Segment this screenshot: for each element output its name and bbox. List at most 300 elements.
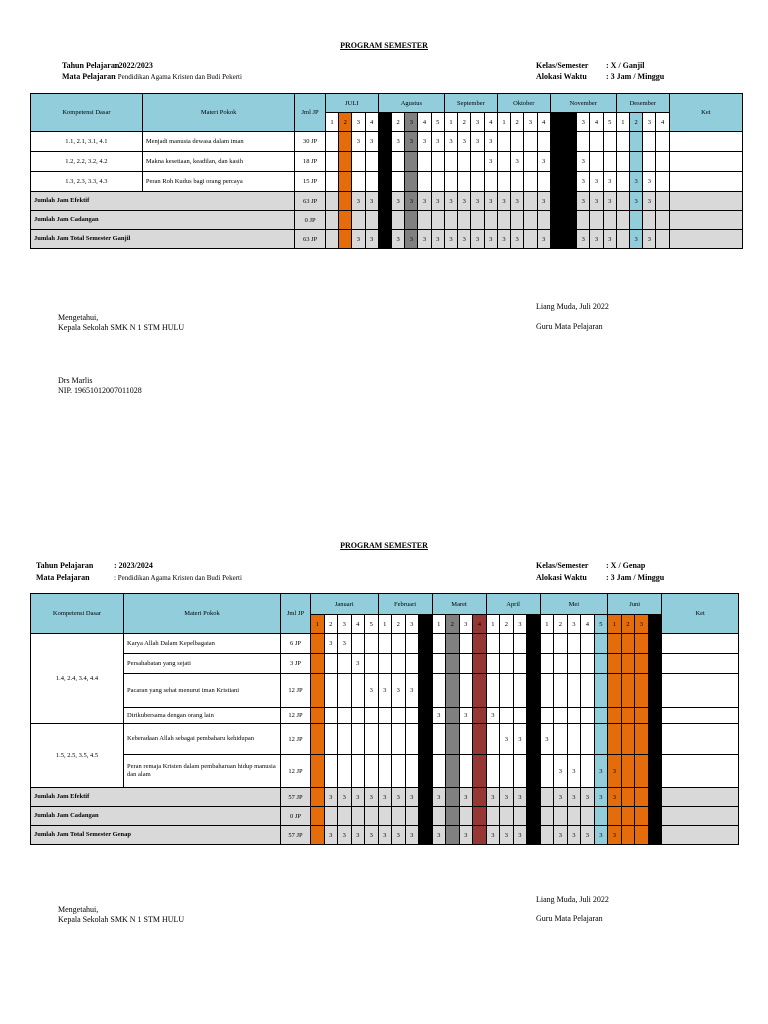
week-cell: 3 <box>351 788 365 807</box>
week-cell <box>419 634 433 654</box>
materi-cell: Makna kesetiaan, keadilan, dan kasih <box>142 152 295 172</box>
week-cell <box>419 654 433 674</box>
week-cell: 3 <box>392 230 405 249</box>
week-cell <box>527 807 541 826</box>
week-cell: 3 <box>458 230 471 249</box>
alokasi-waktu-2 <box>536 573 664 582</box>
week-cell <box>392 634 406 654</box>
week-cell <box>500 654 514 674</box>
week-cell <box>338 755 352 788</box>
week-cell: 3 <box>432 708 446 724</box>
tahun-pelajaran-2 <box>36 561 153 570</box>
week-cell <box>567 634 581 654</box>
week-cell <box>446 708 460 724</box>
week-cell <box>432 634 446 654</box>
week-cell <box>392 708 406 724</box>
header-week: 2 <box>446 615 460 634</box>
week-cell <box>608 634 622 654</box>
week-cell <box>567 708 581 724</box>
header-week: 1 <box>325 113 338 132</box>
week-cell <box>500 807 514 826</box>
week-cell: 3 <box>550 230 563 249</box>
week-cell: 3 <box>511 152 524 172</box>
jml-cell: 18 JP <box>295 152 326 172</box>
kd-cell: 1.5, 2.5, 3.5, 4.5 <box>31 724 124 788</box>
week-cell <box>648 826 662 845</box>
week-cell: 3 <box>418 192 431 211</box>
week-cell: 3 <box>567 755 581 788</box>
week-cell <box>311 724 325 755</box>
header-week: 1 <box>486 615 500 634</box>
table-row <box>31 634 739 654</box>
week-cell: 3 <box>444 230 457 249</box>
header-week: 4 <box>351 615 365 634</box>
week-cell: 3 <box>405 192 418 211</box>
week-cell <box>635 634 649 654</box>
week-cell: 3 <box>459 826 473 845</box>
week-cell <box>459 634 473 654</box>
summary-label: Jumlah Jam Total Semester Ganjil <box>31 230 295 249</box>
week-cell <box>338 708 352 724</box>
week-cell: 3 <box>324 634 338 654</box>
week-cell: 3 <box>365 788 379 807</box>
week-cell <box>567 724 581 755</box>
week-cell <box>473 755 487 788</box>
week-cell: 3 <box>458 192 471 211</box>
week-cell <box>513 807 527 826</box>
week-cell: 3 <box>351 826 365 845</box>
week-cell <box>392 654 406 674</box>
header-week: 1 <box>444 113 457 132</box>
week-cell <box>446 807 460 826</box>
week-cell <box>635 724 649 755</box>
week-cell <box>554 724 568 755</box>
week-cell <box>338 724 352 755</box>
week-cell <box>419 807 433 826</box>
week-cell <box>432 674 446 708</box>
jml-cell: 3 JP <box>281 654 311 674</box>
week-cell <box>635 674 649 708</box>
week-cell <box>311 634 325 654</box>
week-cell: 3 <box>338 788 352 807</box>
week-cell <box>446 724 460 755</box>
sig-kepala-sekolah-2: Kepala Sekolah SMK N 1 STM HULU <box>58 915 185 924</box>
summary-jml: 57 JP <box>281 826 311 845</box>
week-cell: 3 <box>608 755 622 788</box>
week-cell <box>351 634 365 654</box>
materi-cell: Pacaran yang sehat menurut iman Kristiani <box>124 674 281 708</box>
week-cell: 3 <box>554 755 568 788</box>
kelas-semester-2 <box>536 561 645 570</box>
jml-cell: 12 JP <box>281 755 311 788</box>
week-cell <box>432 807 446 826</box>
week-cell <box>486 674 500 708</box>
week-cell <box>338 807 352 826</box>
header-week: 3 <box>643 113 656 132</box>
week-cell <box>635 788 649 807</box>
header-week: 5 <box>603 113 616 132</box>
week-cell: 3 <box>537 230 550 249</box>
week-cell <box>581 654 595 674</box>
week-cell: 3 <box>471 230 484 249</box>
header-month: September <box>444 94 497 113</box>
week-cell: 3 <box>577 152 590 172</box>
header-month: JULI <box>325 94 378 113</box>
header-week: 4 <box>419 615 433 634</box>
week-cell <box>459 807 473 826</box>
header-week: 5 <box>594 615 608 634</box>
page-title-2: PROGRAM SEMESTER <box>340 541 428 550</box>
week-cell: 3 <box>630 172 643 192</box>
header-month: Februari <box>378 594 432 615</box>
week-cell <box>365 654 379 674</box>
materi-cell: Karya Allah Dalam Kepelbagaian <box>124 634 281 654</box>
week-cell: 3 <box>563 230 576 249</box>
header-materi-pokok: Materi Pokok <box>142 94 295 132</box>
header-jml-jp: Jml JP <box>281 594 311 634</box>
jml-cell: 6 JP <box>281 634 311 654</box>
kd-cell: 1.4, 2.4, 3.4, 4.4 <box>31 634 124 724</box>
sig-place-date-2: Liang Muda, Juli 2022 <box>536 895 609 904</box>
week-cell: 3 <box>511 192 524 211</box>
week-cell <box>500 755 514 788</box>
week-cell <box>554 654 568 674</box>
kd-cell: 1.1, 2.1, 3.1, 4.1 <box>31 132 143 152</box>
header-week: 2 <box>392 113 405 132</box>
week-cell <box>648 634 662 654</box>
week-cell <box>324 708 338 724</box>
week-cell: 3 <box>540 724 554 755</box>
week-cell: 3 <box>500 788 514 807</box>
header-week: 1 <box>616 113 629 132</box>
week-cell: 3 <box>527 788 541 807</box>
kd-cell: 1.2, 2.2, 3.2, 4.2 <box>31 152 143 172</box>
summary-jml: 0 JP <box>295 211 326 230</box>
week-cell <box>351 674 365 708</box>
week-cell <box>635 654 649 674</box>
sig-kepala-sekolah: Kepala Sekolah SMK N 1 STM HULU <box>58 323 185 332</box>
week-cell: 3 <box>351 654 365 674</box>
week-cell <box>513 708 527 724</box>
week-cell: 3 <box>484 152 497 172</box>
week-cell <box>324 807 338 826</box>
header-week: 2 <box>500 615 514 634</box>
header-materi-pokok: Materi Pokok <box>124 594 281 634</box>
week-cell: 3 <box>550 152 563 172</box>
header-week: 3 <box>567 615 581 634</box>
header-month: Agustus <box>378 94 444 113</box>
week-cell: 3 <box>365 674 379 708</box>
header-week: 2 <box>554 615 568 634</box>
table-row <box>31 654 739 674</box>
week-cell <box>311 788 325 807</box>
ket-cell <box>662 755 739 788</box>
week-cell <box>446 654 460 674</box>
sig-guru-2: Guru Mata Pelajaran <box>536 914 603 923</box>
week-cell: 3 <box>486 788 500 807</box>
week-cell <box>581 755 595 788</box>
week-cell <box>621 724 635 755</box>
header-week: 2 <box>630 113 643 132</box>
week-cell: 3 <box>405 674 419 708</box>
week-cell <box>324 724 338 755</box>
week-cell <box>500 634 514 654</box>
week-cell <box>486 755 500 788</box>
week-cell: 3 <box>608 788 622 807</box>
week-cell <box>459 755 473 788</box>
alokasi-label-2: Alokasi Waktu <box>536 573 587 582</box>
week-cell: 3 <box>567 788 581 807</box>
summary-jml: 57 JP <box>281 788 311 807</box>
week-cell <box>594 708 608 724</box>
week-cell <box>459 654 473 674</box>
header-week: 3 <box>405 113 418 132</box>
week-cell: 3 <box>418 132 431 152</box>
week-cell: 3 <box>405 230 418 249</box>
week-cell: 3 <box>419 708 433 724</box>
header-week: 4 <box>656 113 669 132</box>
jml-cell: 15 JP <box>295 172 326 192</box>
week-cell <box>392 807 406 826</box>
week-cell: 3 <box>497 230 510 249</box>
table-row <box>31 674 739 708</box>
week-cell <box>594 654 608 674</box>
header-week: 2 <box>458 113 471 132</box>
mapel-value: : Pendidikan Agama Kristen dan Budi Pekerti <box>114 73 242 81</box>
week-cell <box>513 755 527 788</box>
header-week: 4 <box>473 615 487 634</box>
header-week: 1 <box>311 615 325 634</box>
week-cell <box>513 674 527 708</box>
week-cell <box>419 755 433 788</box>
week-cell <box>540 674 554 708</box>
materi-cell: Dirikubersama dengan orang lain <box>124 708 281 724</box>
header-week: 2 <box>392 615 406 634</box>
week-cell: 3 <box>643 192 656 211</box>
week-cell <box>513 634 527 654</box>
week-cell <box>405 708 419 724</box>
week-cell: 3 <box>471 132 484 152</box>
tahun-value: : 2022/2023 <box>114 61 153 70</box>
week-cell <box>311 708 325 724</box>
mata-pelajaran-2 <box>36 573 242 582</box>
week-cell <box>311 674 325 708</box>
week-cell: 3 <box>527 826 541 845</box>
week-cell <box>554 807 568 826</box>
week-cell <box>351 807 365 826</box>
header-week: 5 <box>365 615 379 634</box>
header-week: 3 <box>471 113 484 132</box>
week-cell <box>621 654 635 674</box>
week-cell: 3 <box>378 826 392 845</box>
week-cell: 3 <box>405 132 418 152</box>
header-week: 3 <box>352 113 365 132</box>
page-title: PROGRAM SEMESTER <box>340 41 428 50</box>
ket-cell <box>662 724 739 755</box>
summary-label: Jumlah Jam Efektif <box>31 192 295 211</box>
week-cell <box>567 674 581 708</box>
week-cell <box>311 654 325 674</box>
week-cell: 3 <box>484 230 497 249</box>
week-cell <box>527 755 541 788</box>
header-week: 3 <box>405 615 419 634</box>
week-cell <box>446 788 460 807</box>
week-cell <box>473 724 487 755</box>
week-cell: 3 <box>513 788 527 807</box>
header-week: 3 <box>635 615 649 634</box>
week-cell: 3 <box>352 230 365 249</box>
week-cell <box>473 826 487 845</box>
week-cell <box>554 634 568 654</box>
week-cell: 3 <box>511 230 524 249</box>
week-cell: 3 <box>590 230 603 249</box>
tahun-label-2: Tahun Pelajaran <box>36 561 94 570</box>
week-cell <box>378 755 392 788</box>
header-week: 1 <box>378 113 391 132</box>
jml-cell: 12 JP <box>281 724 311 755</box>
summary-row <box>31 807 739 826</box>
week-cell <box>567 807 581 826</box>
week-cell <box>621 755 635 788</box>
week-cell <box>581 674 595 708</box>
week-cell: 3 <box>486 708 500 724</box>
week-cell <box>473 634 487 654</box>
week-cell <box>311 755 325 788</box>
week-cell <box>432 724 446 755</box>
header-kompetensi-dasar: Kompetensi Dasar <box>31 94 143 132</box>
week-cell: 3 <box>392 788 406 807</box>
materi-cell: Menjadi manusia dewasa dalam iman <box>142 132 295 152</box>
week-cell <box>324 755 338 788</box>
week-cell: 3 <box>365 132 378 152</box>
week-cell <box>527 674 541 708</box>
summary-label: Jumlah Jam Total Semester Genap <box>31 826 281 845</box>
materi-cell: Peran Roh Kudus bagi orang percaya <box>142 172 295 192</box>
week-cell: 3 <box>497 192 510 211</box>
sig-mengetahui-2: Mengetahui, <box>58 905 99 914</box>
week-cell <box>621 807 635 826</box>
tahun-label: Tahun Pelajaran <box>62 61 120 70</box>
week-cell: 3 <box>378 674 392 708</box>
week-cell <box>405 755 419 788</box>
week-cell: 3 <box>486 826 500 845</box>
week-cell <box>459 674 473 708</box>
header-week: 1 <box>540 615 554 634</box>
week-cell: 3 <box>324 788 338 807</box>
week-cell <box>432 755 446 788</box>
header-week: 3 <box>338 615 352 634</box>
week-cell <box>608 674 622 708</box>
week-cell: 3 <box>392 132 405 152</box>
jml-cell: 12 JP <box>281 674 311 708</box>
table-row <box>31 755 739 788</box>
ket-cell <box>662 674 739 708</box>
week-cell <box>419 724 433 755</box>
materi-cell: Keberadaan Allah sebagai pembaharu kehidupan <box>124 724 281 755</box>
week-cell <box>540 755 554 788</box>
week-cell <box>473 708 487 724</box>
header-ket: Ket <box>662 594 739 634</box>
week-cell <box>446 674 460 708</box>
week-cell <box>500 674 514 708</box>
week-cell <box>419 674 433 708</box>
week-cell: 3 <box>444 132 457 152</box>
week-cell: 3 <box>577 192 590 211</box>
week-cell <box>635 755 649 788</box>
week-cell: 3 <box>419 788 433 807</box>
header-week: 1 <box>432 615 446 634</box>
week-cell <box>473 807 487 826</box>
week-cell <box>621 826 635 845</box>
week-cell <box>473 654 487 674</box>
week-cell: 3 <box>392 192 405 211</box>
week-cell <box>405 807 419 826</box>
week-cell <box>621 708 635 724</box>
week-cell <box>594 724 608 755</box>
week-cell <box>324 674 338 708</box>
header-month: Maret <box>432 594 486 615</box>
week-cell <box>486 807 500 826</box>
jml-cell: 30 JP <box>295 132 326 152</box>
week-cell: 3 <box>431 192 444 211</box>
header-ket: Ket <box>669 94 742 132</box>
header-week: 4 <box>590 113 603 132</box>
header-week: 3 <box>524 113 537 132</box>
week-cell <box>554 708 568 724</box>
header-week: 3 <box>577 113 590 132</box>
week-cell: 3 <box>594 826 608 845</box>
week-cell <box>459 724 473 755</box>
week-cell <box>621 634 635 654</box>
week-cell <box>378 634 392 654</box>
header-month: Januari <box>311 594 379 615</box>
week-cell: 3 <box>643 172 656 192</box>
week-cell: 3 <box>594 788 608 807</box>
header-week: 2 <box>324 615 338 634</box>
week-cell: 3 <box>608 826 622 845</box>
header-week: 2 <box>621 615 635 634</box>
week-cell <box>351 708 365 724</box>
ket-cell <box>662 807 739 826</box>
mapel-label: Mata Pelajaran <box>62 72 116 81</box>
table-row <box>31 724 739 755</box>
week-cell: 3 <box>537 152 550 172</box>
week-cell <box>473 674 487 708</box>
week-cell <box>648 724 662 755</box>
week-cell: 3 <box>378 788 392 807</box>
week-cell: 3 <box>554 788 568 807</box>
header-month: Desember <box>616 94 669 113</box>
week-cell <box>378 807 392 826</box>
week-cell <box>365 634 379 654</box>
week-cell <box>608 654 622 674</box>
sig-guru: Guru Mata Pelajaran <box>536 322 603 331</box>
header-week: 2 <box>563 113 576 132</box>
header-month: November <box>550 94 616 113</box>
sig-place-date: Liang Muda, Juli 2022 <box>536 302 609 311</box>
week-cell <box>594 807 608 826</box>
ket-cell <box>662 788 739 807</box>
header-week: 3 <box>513 615 527 634</box>
week-cell <box>621 674 635 708</box>
week-cell <box>311 807 325 826</box>
week-cell: 3 <box>581 788 595 807</box>
summary-label: Jumlah Jam Efektif <box>31 788 281 807</box>
week-cell: 3 <box>352 192 365 211</box>
header-week: 4 <box>537 113 550 132</box>
week-cell <box>540 826 554 845</box>
week-cell: 3 <box>432 788 446 807</box>
